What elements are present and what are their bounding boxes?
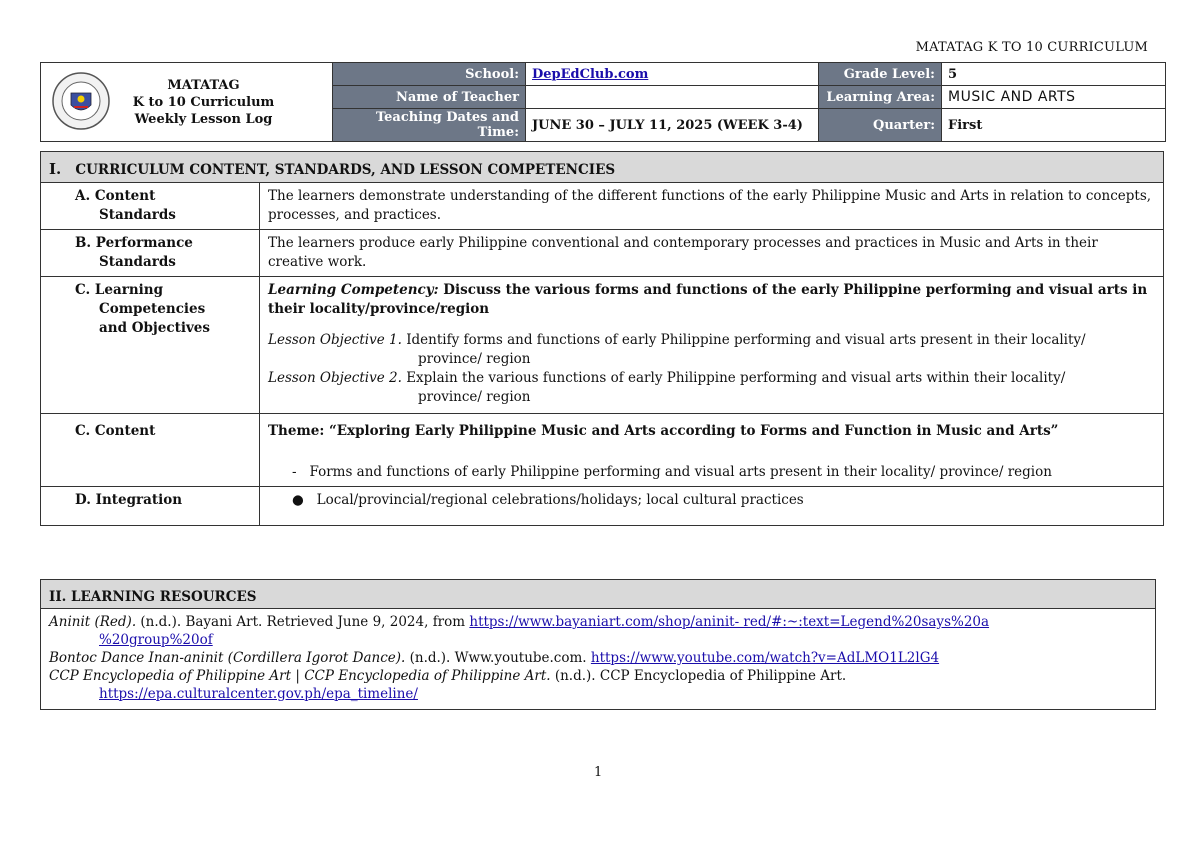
integration-text [260,487,1164,526]
resource-3 [49,667,1147,703]
teacher-label: Name of Teacher [333,86,526,109]
content-item-text: Forms and functions of early Philippine performing and visual arts present in their locality/ province/ region [309,464,1052,480]
objective-1-continuation: province/ region [418,351,531,367]
content-standards-text: The learners demonstrate understanding of the different functions of the early Philippine Music and Arts in relation to concepts, processes, and practices. [260,183,1164,230]
c-label-line1: C. Learning [75,282,164,298]
curriculum-header-label: MATATAG K TO 10 CURRICULUM [915,40,1148,55]
a-label-line2: Standards [99,207,176,223]
integration-item-text: Local/provincial/regional celebrations/holidays; local cultural practices [316,492,804,508]
section-1-number: I. [49,160,62,178]
curriculum-content-table [40,151,1164,526]
grade-level-label: Grade Level: [819,63,942,86]
theme: Theme: “Exploring Early Philippine Music and Arts according to Forms and Function in Music and Arts” [268,423,1059,439]
section-2-heading: II. LEARNING RESOURCES [41,580,1155,609]
integration-row [41,487,1164,526]
lesson-objective-1 [268,331,1155,369]
resource-2 [49,649,1147,667]
deped-seal-icon [51,71,111,131]
performance-standards-row [41,230,1164,277]
dates-label: Teaching Dates and Time: [333,109,526,142]
objective-1-label: Lesson Objective 1. [268,332,402,348]
learning-resources-box [40,579,1156,710]
section-1-title: CURRICULUM CONTENT, STANDARDS, AND LESSON COMPETENCIES [75,162,616,178]
content-text [260,414,1164,487]
grade-level-value: 5 [942,63,1166,86]
title-line-1: MATATAG [167,77,240,93]
c-label-line2: Competencies [99,301,206,317]
a-label-line1: A. Content [75,188,156,204]
section-1-heading [41,152,1164,183]
resource-3-link[interactable]: https://epa.culturalcenter.gov.ph/epa_timeline/ [99,686,418,702]
quarter-value: First [942,109,1166,142]
learning-competency-text: Discuss the various forms and functions of the early Philippine performing and visual arts in their locality/province/region [268,282,1148,317]
content-label: C. Content [41,414,260,487]
resource-1 [49,613,1147,649]
teacher-value [526,86,819,109]
lesson-objective-2 [268,369,1155,407]
title-line-2: K to 10 Curriculum [132,94,275,110]
b-label-line1: B. Performance [75,235,193,251]
content-standards-row [41,183,1164,230]
resource-3-title: CCP Encyclopedia of Philippine Art | CCP Encyclopedia of Philippine Art. [49,668,551,684]
resource-1-text: (n.d.). Bayani Art. Retrieved June 9, 2024, from [136,614,470,630]
lesson-log-header [40,62,1166,142]
learning-area-value: MUSIC AND ARTS [942,86,1166,109]
resources-list [41,609,1155,709]
performance-standards-text: The learners produce early Philippine conventional and contemporary processes and practices in Music and Arts in their creative work. [260,230,1164,277]
content-list-item: - Forms and functions of early Philippine performing and visual arts present in their locality/ province/ region [292,464,1052,480]
content-standards-label [41,183,260,230]
learning-competency [268,281,1155,319]
title-line-3: Weekly Lesson Log [134,111,273,127]
school-value [526,63,819,86]
resource-3-text: (n.d.). CCP Encyclopedia of Philippine Art. [550,668,847,684]
integration-label: D. Integration [41,487,260,526]
school-link[interactable]: DepEdClub.com [532,66,649,82]
integration-list-item: ● Local/provincial/regional celebrations/holidays; local cultural practices [292,492,804,508]
objective-1-text: Identify forms and functions of early Philippine performing and visual arts present in their locality/ [401,332,1086,348]
c-label-line3: and Objectives [99,320,210,336]
resource-2-link[interactable]: https://www.youtube.com/watch?v=AdLMO1L2lG4 [590,650,940,666]
learning-area-label: Learning Area: [819,86,942,109]
school-label: School: [333,63,526,86]
resource-2-title: Bontoc Dance Inan-aninit (Cordillera Igorot Dance). [49,650,406,666]
competencies-text [260,277,1164,414]
content-row [41,414,1164,487]
competencies-row [41,277,1164,414]
page-number: 1 [594,765,603,780]
resource-1-link-continuation[interactable]: %20group%20of [99,632,213,648]
performance-standards-label [41,230,260,277]
resource-1-link[interactable]: https://www.bayaniart.com/shop/aninit- red/#:~:text=Legend%20says%20a [469,614,990,630]
resource-1-title: Aninit (Red). [49,614,137,630]
learning-competency-label: Learning Competency: [268,282,439,298]
b-label-line2: Standards [99,254,176,270]
objective-2-text: Explain the various functions of early Philippine performing and visual arts within their locality/ [401,370,1066,386]
objective-2-continuation: province/ region [418,389,531,405]
quarter-label: Quarter: [819,109,942,142]
dates-value: JUNE 30 – JULY 11, 2025 (WEEK 3-4) [526,109,819,142]
objective-2-label: Lesson Objective 2. [268,370,402,386]
title-block [41,63,333,142]
competencies-label [41,277,260,414]
resource-2-text: (n.d.). Www.youtube.com. [405,650,591,666]
